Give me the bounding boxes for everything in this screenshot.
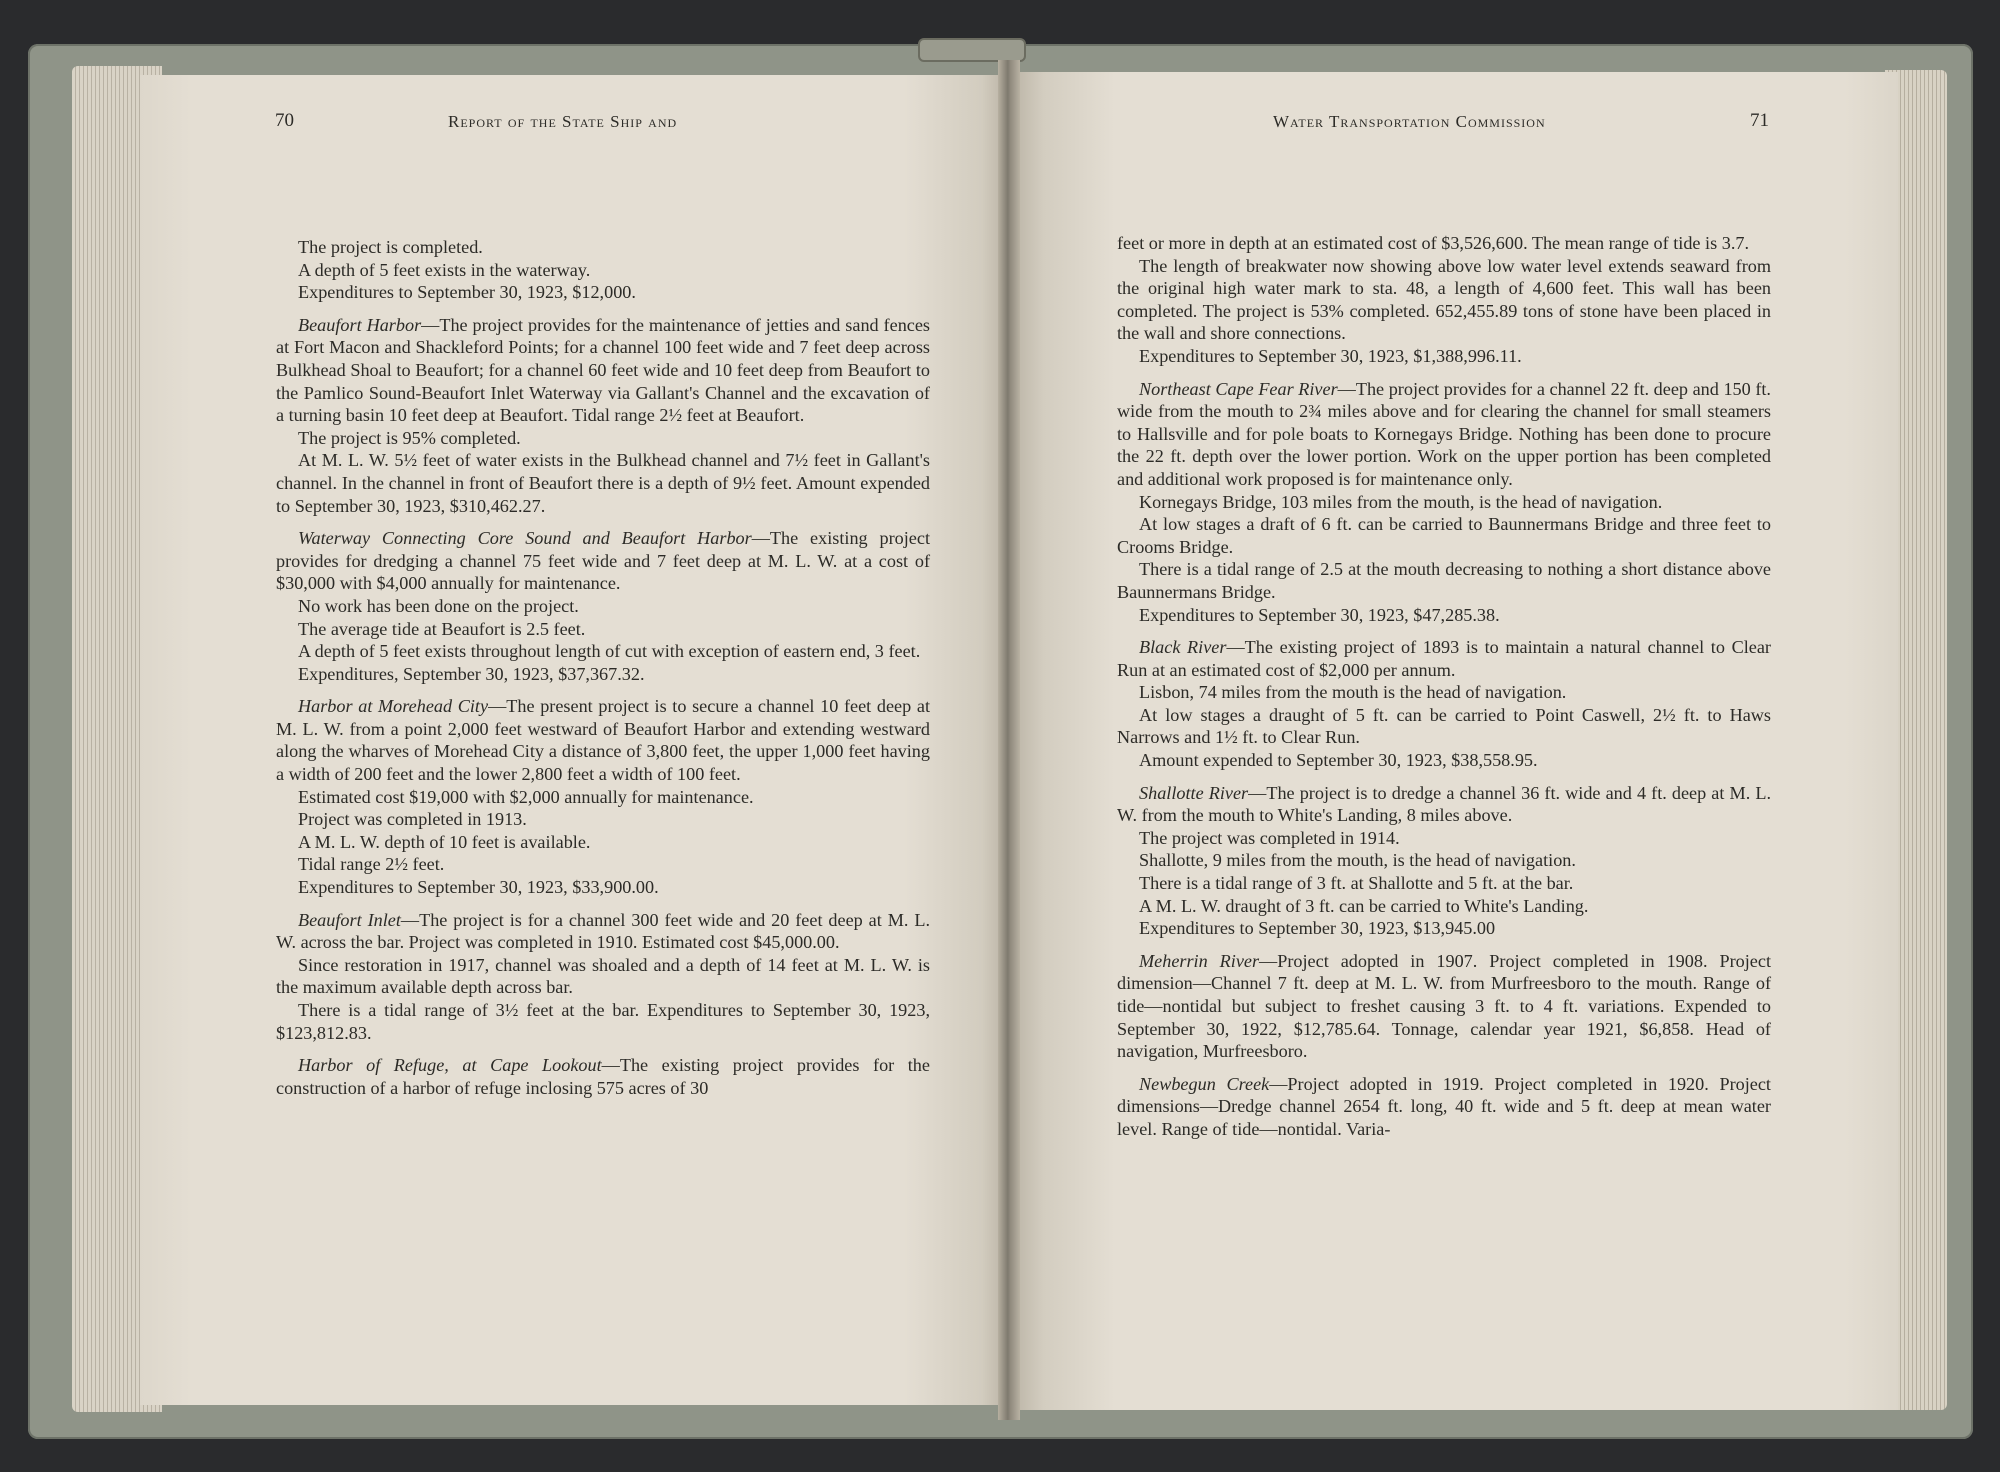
- paragraph: [276, 695, 930, 785]
- section-heading: Black River: [1139, 637, 1227, 658]
- left-running-head: Report of the State Ship and: [448, 112, 678, 131]
- paragraph: [1117, 704, 1771, 749]
- paragraph-text: —The project is for a channel 300 feet wide and 20 feet deep at M. L. W. across the bar. Project was completed in 1910. Estimated cost $45,000.00.: [276, 909, 930, 953]
- paragraph-text: There is a tidal range of 2.5 at the mouth decreasing to nothing a short distance above Baunnermans Bridge.: [1117, 559, 1771, 602]
- paragraph: [276, 595, 930, 618]
- paragraph-text: Expenditures to September 30, 1923, $47,285.38.: [1139, 604, 1500, 625]
- paragraph: [1117, 513, 1771, 558]
- section-heading: Northeast Cape Fear River: [1139, 378, 1338, 399]
- paragraph-text: Project was completed in 1913.: [298, 809, 527, 830]
- paragraph-text: The project is 95% completed.: [298, 427, 521, 448]
- paragraph-text: At low stages a draft of 6 ft. can be carried to Baunnermans Bridge and three feet to Crooms Bridge.: [1117, 514, 1771, 557]
- paragraph-text: —Project adopted in 1919. Project completed in 1920. Project dimensions—Dredge channel 2654 ft. long, 40 ft. wide and 5 ft. deep at mean water level. Range of tide—nontidal. Varia-: [1117, 1073, 1771, 1139]
- paragraph-text: Estimated cost $19,000 with $2,000 annually for maintenance.: [298, 786, 754, 807]
- right-running-head: Water Transportation Commission: [1273, 112, 1546, 131]
- section-heading: Meherrin River: [1139, 950, 1260, 971]
- paragraph: [276, 876, 930, 899]
- paragraph: [276, 663, 930, 686]
- paragraph-text: Expenditures, September 30, 1923, $37,367.32.: [298, 663, 645, 684]
- paragraph: [276, 831, 930, 854]
- paragraph: [1117, 827, 1771, 850]
- paragraph-text: There is a tidal range of 3½ feet at the bar. Expenditures to September 30, 1923, $123,812.83.: [276, 1000, 930, 1043]
- paragraph-text: Lisbon, 74 miles from the mouth is the head of navigation.: [1139, 682, 1567, 703]
- paragraph: [276, 618, 930, 641]
- section-heading: Beaufort Harbor: [298, 314, 422, 335]
- paragraph: [1117, 491, 1771, 514]
- paragraph: [276, 427, 930, 450]
- left-page-body: [276, 236, 930, 1099]
- paragraph-text: The average tide at Beaufort is 2.5 feet.: [298, 618, 586, 639]
- paragraph: [276, 808, 930, 831]
- paragraph: [1117, 917, 1771, 940]
- paragraph: [1117, 872, 1771, 895]
- right-page-body: [1117, 232, 1771, 1141]
- spine-tab: [918, 38, 1026, 62]
- paragraph-text: Shallotte, 9 miles from the mouth, is the head of navigation.: [1139, 850, 1576, 871]
- paragraph-text: At low stages a draught of 5 ft. can be carried to Point Caswell, 2½ ft. to Haws Narrows and 1½ ft. to Clear Run.: [1117, 704, 1771, 748]
- paragraph-text: Kornegays Bridge, 103 miles from the mouth, is the head of navigation.: [1139, 491, 1663, 512]
- paragraph: [276, 853, 930, 876]
- paragraph: [276, 259, 930, 282]
- paragraph: [1117, 232, 1771, 255]
- paragraph: [1117, 378, 1771, 491]
- paragraph-text: —Project adopted in 1907. Project completed in 1908. Project dimension—Channel 7 ft. deep at M. L. W. from Murfreesboro to the mouth. Range of tide—nontidal but subject to freshet causing 3 ft. to 4 ft. variations. Expended to September 30, 1922, $12,785.64. Tonnage, calendar year 1921, $6,858. Head of navigation, Murfreesboro.: [1117, 950, 1771, 1062]
- paragraph: [276, 786, 930, 809]
- paragraph-text: At M. L. W. 5½ feet of water exists in the Bulkhead channel and 7½ feet in Gallant's channel. In the channel in front of Beaufort there is a depth of 9½ feet. Amount expended to September 30, 1923, $310,462.27.: [276, 450, 930, 516]
- paragraph-text: Tidal range 2½ feet.: [298, 854, 445, 875]
- paragraph: [1117, 636, 1771, 681]
- paragraph: [276, 640, 930, 663]
- section-heading: Waterway Connecting Core Sound and Beaufort Harbor: [298, 528, 752, 549]
- paragraph-text: feet or more in depth at an estimated cost of $3,526,600. The mean range of tide is 3.7.: [1117, 233, 1750, 253]
- paragraph: [276, 281, 930, 304]
- paragraph-text: A M. L. W. draught of 3 ft. can be carried to White's Landing.: [1139, 895, 1589, 916]
- paragraph-text: Since restoration in 1917, channel was shoaled and a depth of 14 feet at M. L. W. is the maximum available depth across bar.: [276, 954, 930, 998]
- paragraph-text: —The existing project provides for the construction of a harbor of refuge inclosing 575 acres of 30: [276, 1055, 930, 1098]
- paragraph-text: —The existing project provides for dredging a channel 75 feet wide and 7 feet deep at M. L. W. at a cost of $30,000 with $4,000 annually for maintenance.: [276, 528, 930, 594]
- paragraph-text: The project is completed.: [298, 237, 483, 257]
- paragraph: [1117, 681, 1771, 704]
- paragraph: [276, 1054, 930, 1099]
- paragraph-text: Expenditures to September 30, 1923, $1,388,996.11.: [1139, 345, 1522, 366]
- paragraph-text: —The project provides for a channel 22 ft. deep and 150 ft. wide from the mouth to 2¾ miles above and for clearing the channel for small steamers to Hallsville and for pole boats to Kornegays Bridge. Nothing has been done to procure the 22 ft. depth over the lower portion. Work on the upper portion has been completed and additional work proposed is for maintenance only.: [1117, 378, 1771, 489]
- paragraph-text: A depth of 5 feet exists in the waterway.: [298, 259, 591, 280]
- paragraph: [1117, 558, 1771, 603]
- section-heading: Shallotte River: [1139, 782, 1249, 803]
- paragraph: [1117, 950, 1771, 1063]
- book-gutter: [998, 60, 1020, 1420]
- paragraph: [1117, 255, 1771, 345]
- paragraph: [1117, 782, 1771, 827]
- paragraph: [1117, 849, 1771, 872]
- paragraph: [1117, 1073, 1771, 1141]
- paragraph-text: A M. L. W. depth of 10 feet is available.: [298, 831, 591, 852]
- paragraph-text: Expenditures to September 30, 1923, $13,945.00: [1139, 918, 1496, 939]
- paragraph-text: No work has been done on the project.: [298, 595, 579, 616]
- paragraph: [276, 449, 930, 517]
- section-heading: Beaufort Inlet: [298, 909, 401, 930]
- section-heading: Newbegun Creek: [1139, 1073, 1270, 1094]
- paragraph-text: A depth of 5 feet exists throughout length of cut with exception of eastern end, 3 feet.: [298, 641, 921, 662]
- paragraph: [1117, 749, 1771, 772]
- paragraph: [1117, 895, 1771, 918]
- left-page-number: 70: [275, 110, 294, 131]
- paragraph: [1117, 345, 1771, 368]
- paragraph-text: The length of breakwater now showing above low water level extends seaward from the original high water mark to sta. 48, a length of 4,600 feet. This wall has been completed. The project is 53% completed. 652,455.89 tons of stone have been placed in the wall and shore connections.: [1117, 255, 1771, 344]
- section-heading: Harbor at Morehead City: [298, 696, 489, 717]
- paragraph-text: The project was completed in 1914.: [1139, 827, 1400, 848]
- paragraph-text: There is a tidal range of 3 ft. at Shallotte and 5 ft. at the bar.: [1139, 873, 1574, 894]
- paragraph-text: Amount expended to September 30, 1923, $38,558.95.: [1139, 750, 1538, 771]
- paragraph: [276, 527, 930, 595]
- paragraph: [276, 314, 930, 427]
- paragraph-text: Expenditures to September 30, 1923, $12,000.: [298, 282, 636, 303]
- paragraph-text: Expenditures to September 30, 1923, $33,900.00.: [298, 877, 659, 898]
- section-heading: Harbor of Refuge, at Cape Lookout: [298, 1055, 602, 1076]
- paragraph: [276, 909, 930, 954]
- paragraph-text: —The project provides for the maintenance of jetties and sand fences at Fort Macon and Shackleford Points; for a channel 100 feet wide and 7 feet deep across Bulkhead Shoal to Beaufort; for a channel 60 feet wide and 10 feet deep from Beaufort to the Pamlico Sound-Beaufort Inlet Waterway via Gallant's Channel and the excavation of a turning basin 10 feet deep at Beaufort. Tidal range 2½ feet at Beaufort.: [276, 314, 931, 426]
- right-page-number: 71: [1750, 110, 1769, 131]
- paragraph: [276, 999, 930, 1044]
- paragraph-text: —The existing project of 1893 is to maintain a natural channel to Clear Run at an estimated cost of $2,000 per annum.: [1117, 637, 1771, 680]
- paragraph: [276, 236, 930, 259]
- paragraph: [276, 954, 930, 999]
- paragraph: [1117, 604, 1771, 627]
- paragraph-text: —The project is to dredge a channel 36 ft. wide and 4 ft. deep at M. L. W. from the mouth to White's Landing, 8 miles above.: [1117, 782, 1771, 826]
- paragraph-text: —The present project is to secure a channel 10 feet deep at M. L. W. from a point 2,000 feet westward of Beaufort Harbor and extending westward along the wharves of Morehead City a distance of 3,800 feet, the upper 1,000 feet having a width of 200 feet and the lower 2,800 feet a width of 100 feet.: [276, 696, 930, 785]
